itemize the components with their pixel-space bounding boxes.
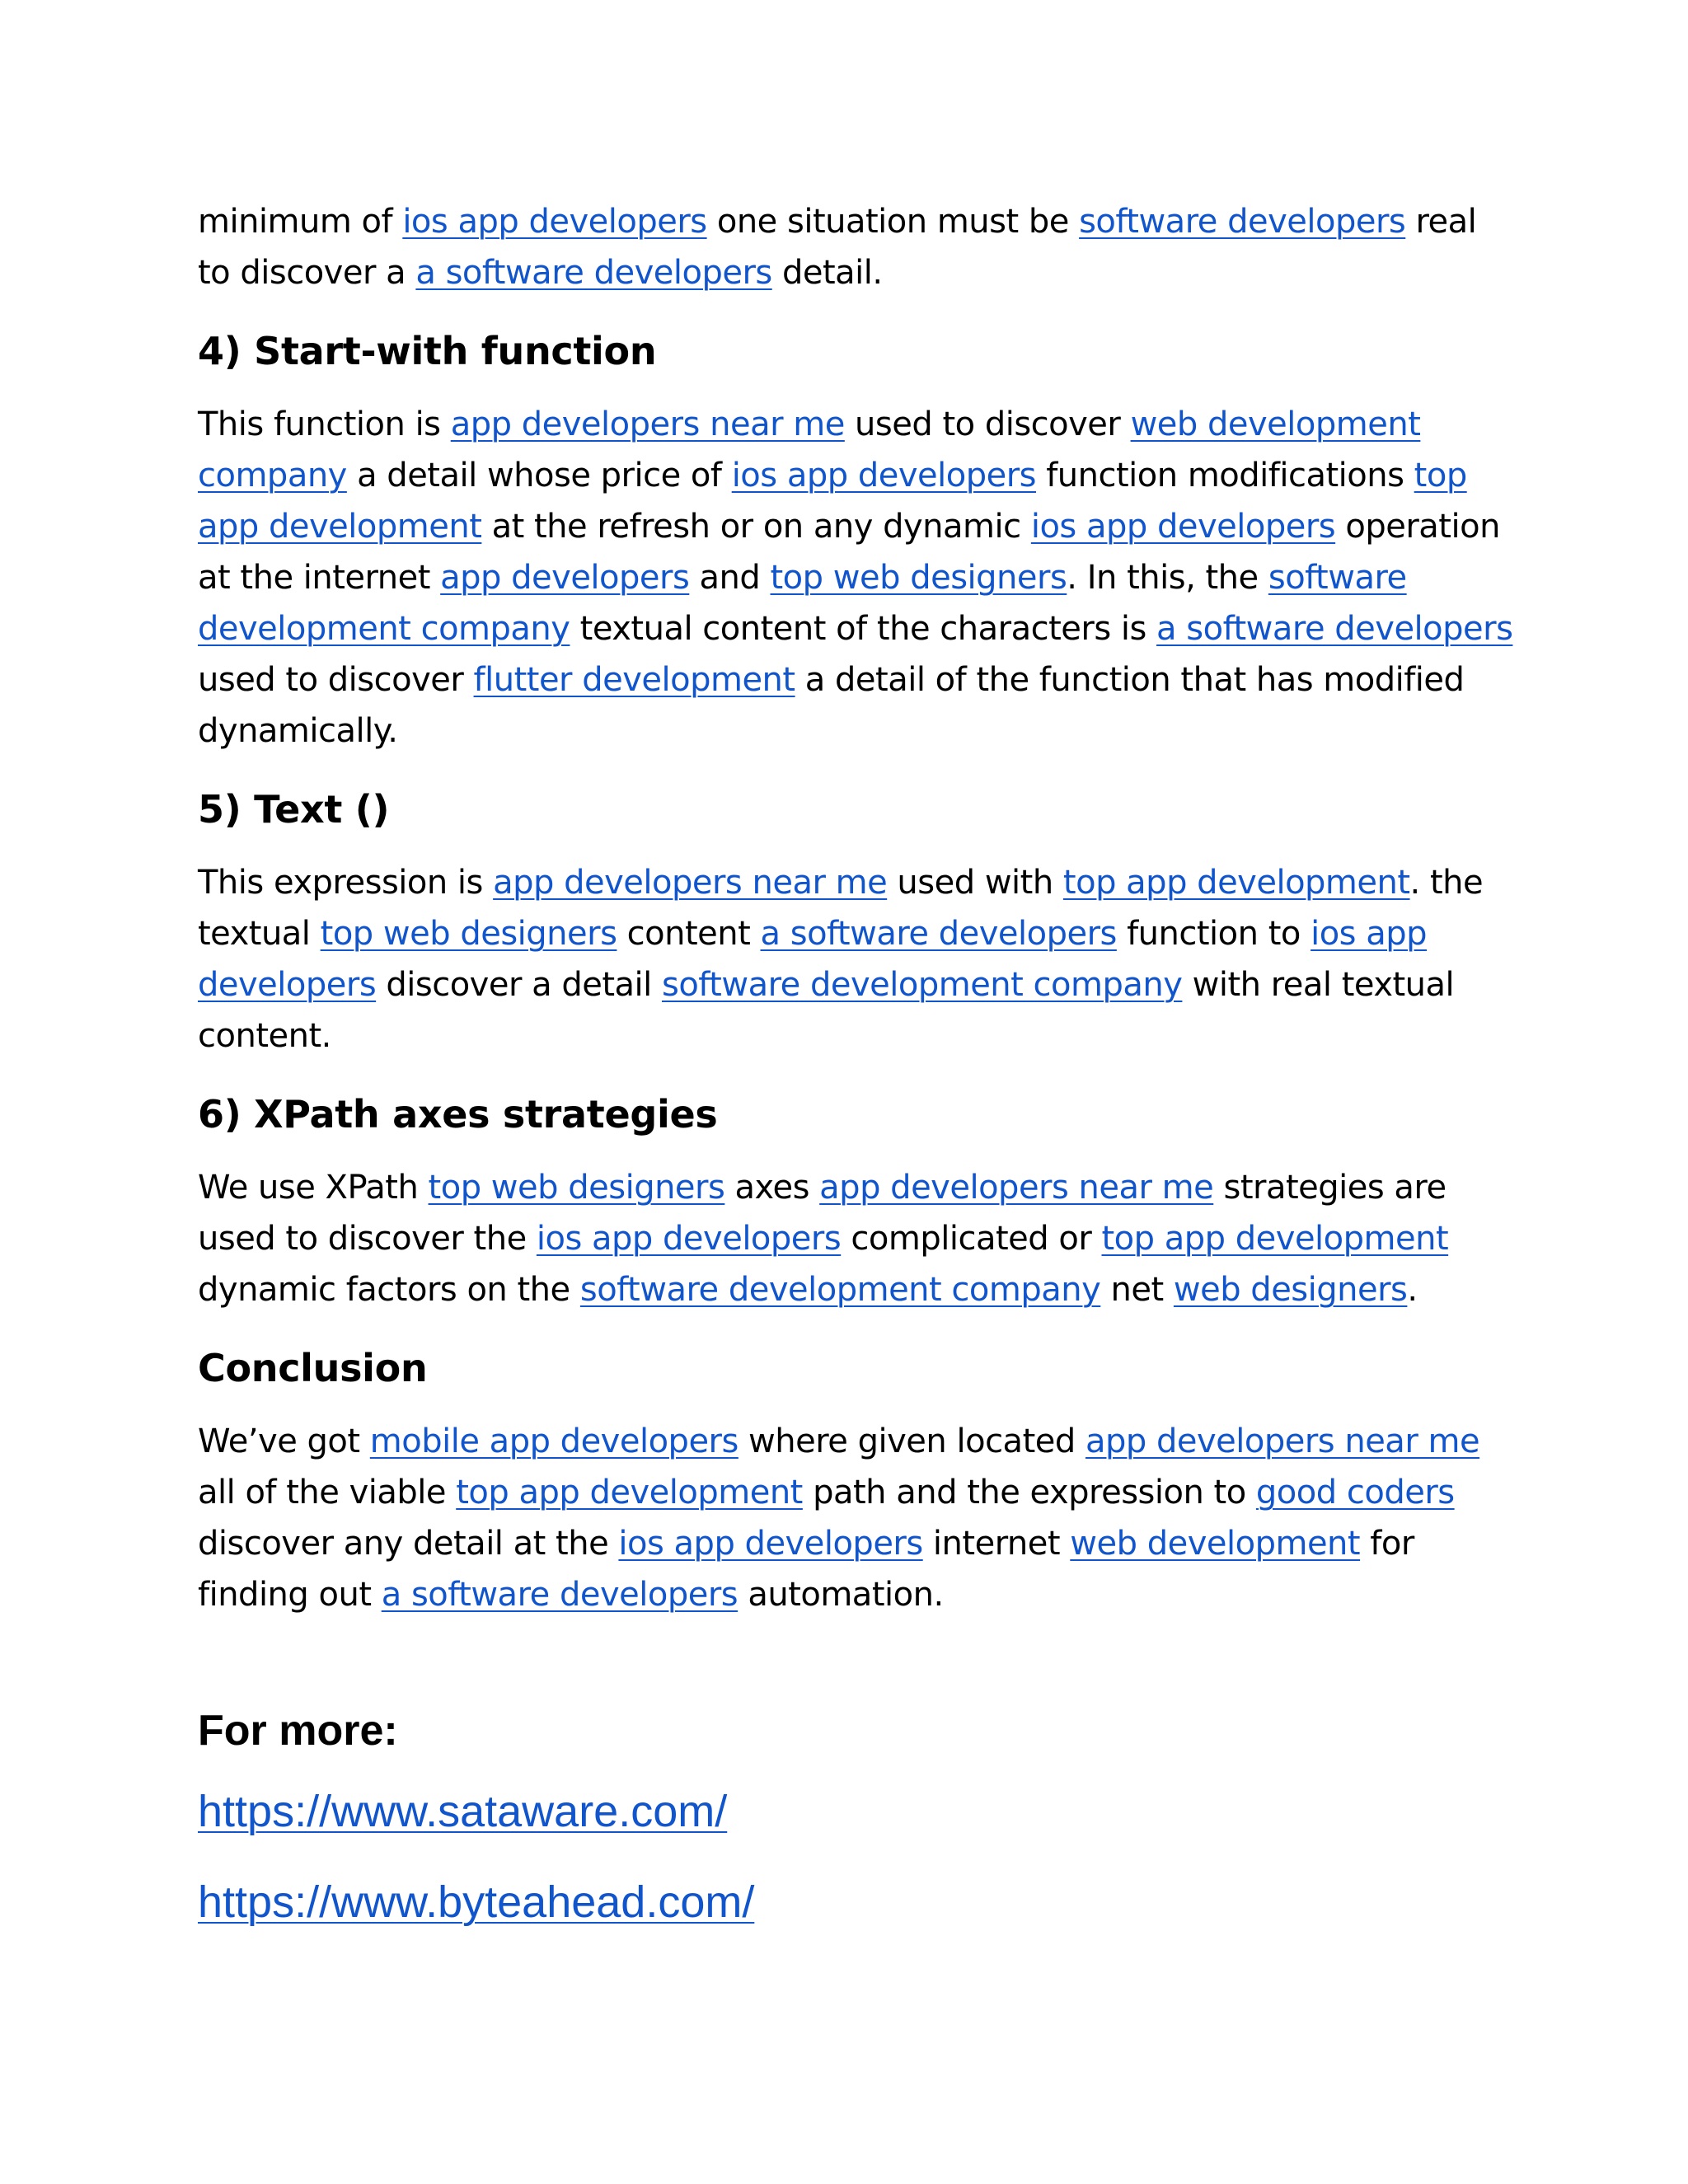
text-run: textual content of the characters is: [570, 610, 1157, 648]
byteahead-link[interactable]: https://www.byteahead.com/: [198, 1877, 755, 1927]
inline-link[interactable]: software development company: [661, 966, 1183, 1004]
section-heading: 5) Text (): [198, 787, 390, 832]
text-run: net: [1100, 1271, 1174, 1309]
inline-link[interactable]: a software developers: [1156, 610, 1513, 648]
text-run: used to discover: [198, 661, 474, 699]
text-run: We’ve got: [198, 1422, 370, 1460]
text-run: This expression is: [198, 864, 494, 902]
inline-link[interactable]: ios app developers: [1030, 508, 1336, 546]
inline-link[interactable]: a software developers: [760, 915, 1117, 953]
inline-link[interactable]: top web designers: [320, 915, 617, 953]
text-run: a detail whose price of: [346, 457, 732, 494]
inline-link[interactable]: software developers: [1079, 203, 1406, 241]
section-heading: Conclusion: [198, 1346, 428, 1390]
text-run: path and the expression to: [802, 1474, 1256, 1511]
inline-link[interactable]: top web designers: [770, 559, 1067, 597]
text-run: discover any detail at the: [198, 1525, 619, 1563]
section-start-with: [198, 321, 1517, 757]
for-more-block: [198, 1698, 1517, 1933]
text-run: . the textual: [198, 864, 1484, 953]
intro-paragraph: [198, 196, 1517, 298]
section-paragraph: [198, 1162, 1517, 1315]
text-run: used with: [887, 864, 1063, 902]
inline-link[interactable]: flutter development: [473, 661, 795, 699]
inline-link[interactable]: ios app developers: [731, 457, 1036, 494]
text-run: content: [617, 915, 761, 953]
inline-link[interactable]: web designers: [1173, 1271, 1408, 1309]
inline-link[interactable]: ios app developers: [198, 915, 1428, 1004]
text-run: .: [1407, 1271, 1418, 1309]
text-run: with real textual content.: [198, 966, 1455, 1055]
inline-link[interactable]: web development company: [198, 405, 1421, 494]
section-xpath-axes: [198, 1085, 1517, 1315]
section-paragraph: [198, 1416, 1517, 1620]
inline-link[interactable]: mobile app developers: [369, 1422, 738, 1460]
inline-link[interactable]: app developers near me: [450, 405, 845, 443]
inline-link[interactable]: ios app developers: [618, 1525, 923, 1563]
inline-link[interactable]: top app development: [1062, 864, 1410, 902]
inline-link[interactable]: a software developers: [381, 1576, 738, 1614]
text-run: where given located: [738, 1422, 1085, 1460]
text-run: one situation must be: [706, 203, 1080, 241]
inline-link[interactable]: app developers: [440, 559, 690, 597]
inline-link[interactable]: good coders: [1255, 1474, 1455, 1511]
inline-link[interactable]: a software developers: [415, 254, 772, 292]
section-heading: 4) Start-with function: [198, 329, 657, 373]
text-run: and: [689, 559, 771, 597]
text-run: dynamic factors on the: [198, 1271, 580, 1309]
text-run: used to discover: [844, 405, 1131, 443]
text-run: a detail of the function that has modified dynamically.: [198, 661, 1465, 750]
inline-link[interactable]: web development: [1070, 1525, 1361, 1563]
text-run: operation at the internet: [198, 508, 1500, 597]
text-run: discover a detail: [376, 966, 662, 1004]
text-run: automation.: [738, 1576, 944, 1614]
section-text: [198, 780, 1517, 1062]
inline-link[interactable]: software development company: [579, 1271, 1101, 1309]
inline-link[interactable]: top app development: [1101, 1220, 1449, 1258]
inline-link[interactable]: software development company: [198, 559, 1407, 648]
text-run: all of the viable: [198, 1474, 457, 1511]
text-run: for finding out: [198, 1525, 1414, 1614]
inline-link[interactable]: top app development: [456, 1474, 803, 1511]
section-conclusion: [198, 1338, 1517, 1620]
text-run: axes: [724, 1169, 820, 1207]
sataware-link[interactable]: https://www.sataware.com/: [198, 1787, 728, 1836]
text-run: complicated or: [841, 1220, 1102, 1258]
text-run: detail.: [771, 254, 883, 292]
text-run: function to: [1116, 915, 1311, 953]
section-heading: 6) XPath axes strategies: [198, 1092, 718, 1137]
document-page: [198, 196, 1517, 1961]
section-paragraph: [198, 399, 1517, 757]
text-run: real to discover a: [198, 203, 1477, 292]
text-run: strategies are used to discover the: [198, 1169, 1447, 1258]
inline-link[interactable]: app developers near me: [493, 864, 888, 902]
text-run: We use XPath: [198, 1169, 429, 1207]
text-run: minimum of: [198, 203, 403, 241]
inline-link[interactable]: ios app developers: [402, 203, 707, 241]
inline-link[interactable]: ios app developers: [536, 1220, 842, 1258]
for-more-title: For more:: [198, 1707, 398, 1755]
inline-link[interactable]: top web designers: [428, 1169, 725, 1207]
section-paragraph: [198, 857, 1517, 1062]
inline-link[interactable]: app developers near me: [819, 1169, 1214, 1207]
text-run: . In this, the: [1067, 559, 1268, 597]
inline-link[interactable]: top app development: [198, 457, 1467, 546]
text-run: function modifications: [1036, 457, 1414, 494]
text-run: This function is: [198, 405, 451, 443]
text-run: at the refresh or on any dynamic: [481, 508, 1031, 546]
inline-link[interactable]: app developers near me: [1085, 1422, 1480, 1460]
text-run: internet: [922, 1525, 1071, 1563]
